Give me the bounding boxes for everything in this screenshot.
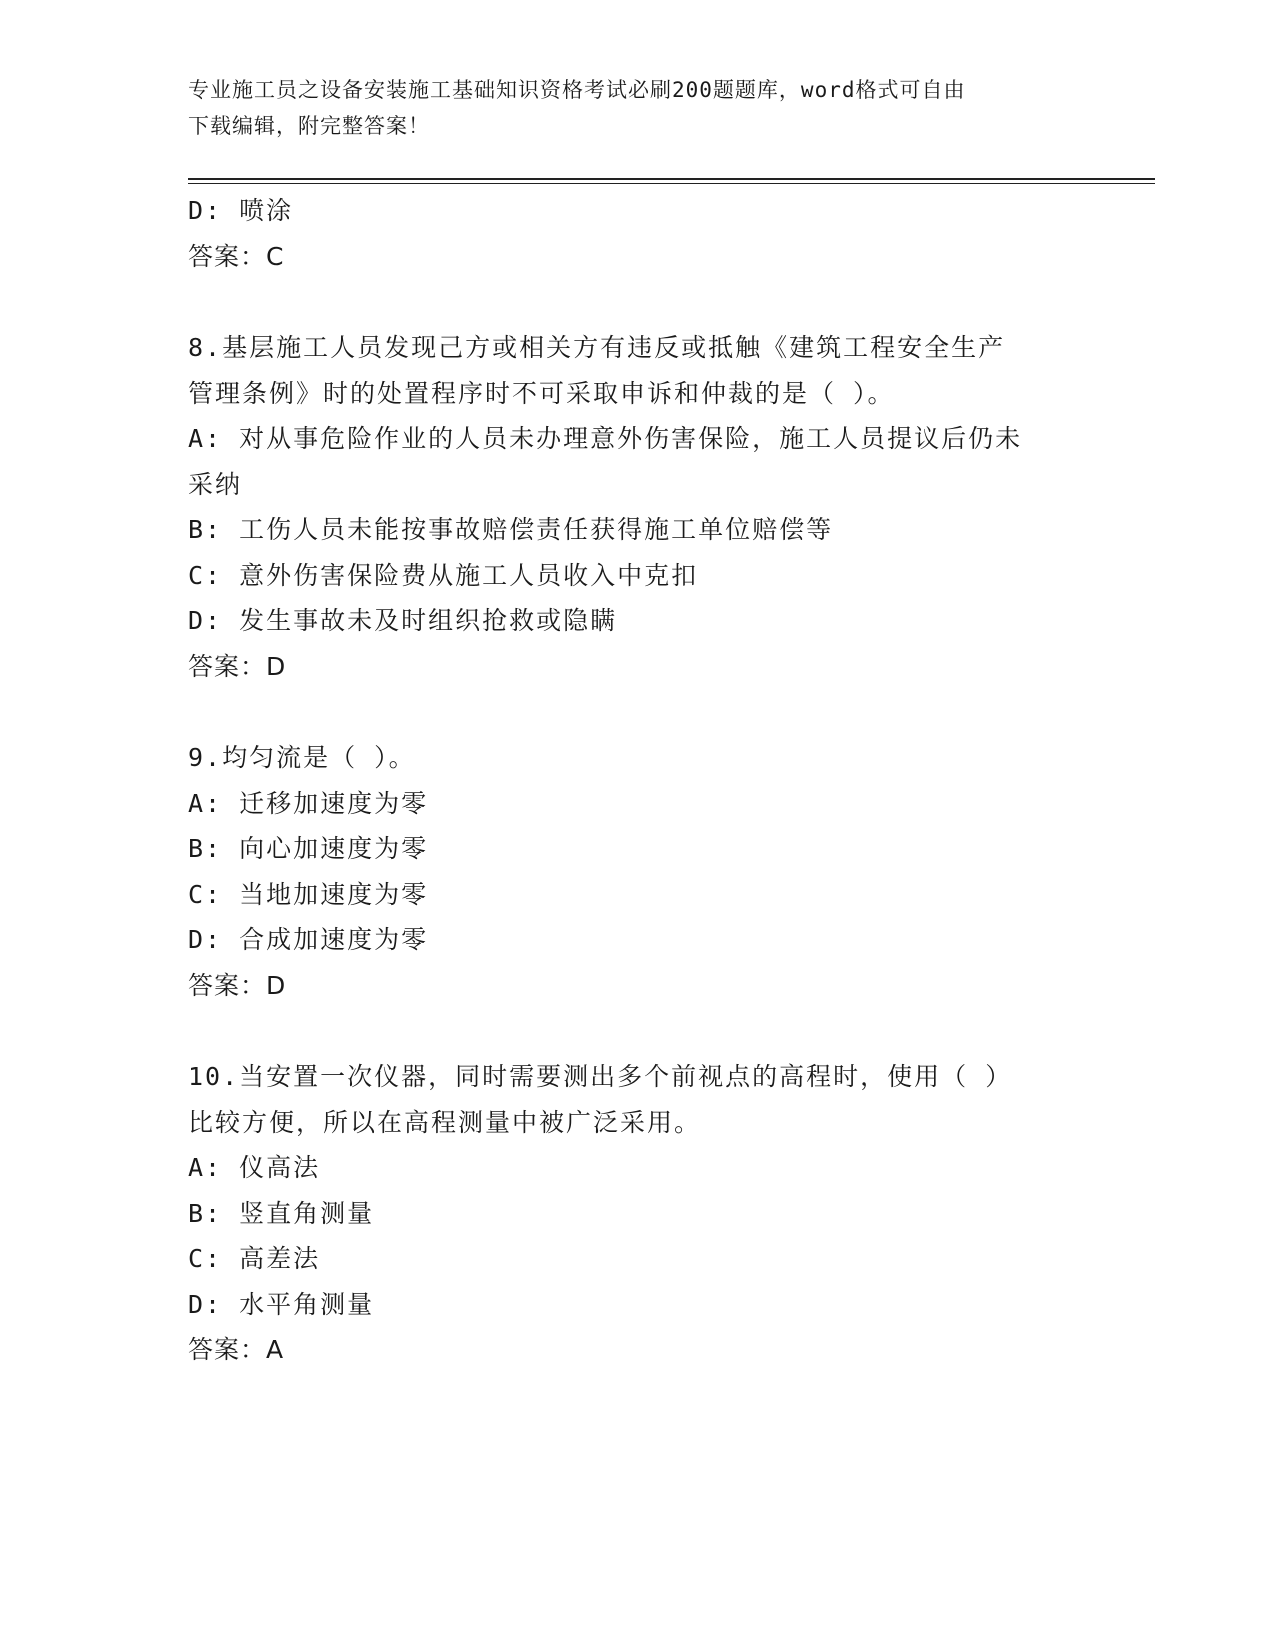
answer-line: 答案：C	[188, 241, 285, 271]
option-d: D: 水平角测量	[188, 1289, 375, 1319]
header-rule-thick	[188, 178, 1155, 180]
option-d: D: 合成加速度为零	[188, 925, 429, 954]
option-d: D: 喷涂	[188, 196, 294, 225]
option-b: B: 竖直角测量	[188, 1198, 375, 1228]
option-a: A: 迁移加速度为零	[188, 788, 429, 818]
question-content	[188, 188, 1088, 1373]
option-d: D: 发生事故未及时组织抢救或隐瞒	[188, 606, 618, 635]
option-a: A: 仪高法	[188, 1153, 321, 1182]
option-a: A: 对从事危险作业的人员未办理意外伤害保险，施工人员提议后仍未	[188, 424, 1023, 453]
option-c: C: 当地加速度为零	[188, 879, 429, 909]
option-b: B: 工伤人员未能按事故赔偿责任获得施工单位赔偿等	[188, 515, 834, 544]
question-8	[188, 325, 1088, 689]
option-c: C: 高差法	[188, 1244, 321, 1273]
header-line-1: 专业施工员之设备安装施工基础知识资格考试必刷200题题库，word格式可自由	[188, 78, 966, 102]
answer-line: 答案：D	[188, 651, 287, 681]
answer-line: 答案：A	[188, 1335, 285, 1364]
spacer	[188, 689, 1088, 735]
document-header	[188, 72, 1088, 144]
previous-question-tail	[188, 188, 1088, 279]
question-10	[188, 1054, 1088, 1373]
question-9	[188, 735, 1088, 1008]
option-c: C: 意外伤害保险费从施工人员收入中克扣	[188, 560, 699, 590]
option-b: B: 向心加速度为零	[188, 834, 429, 863]
answer-line: 答案：D	[188, 970, 287, 1000]
question-stem-line: 9.均匀流是（ ）。	[188, 743, 416, 772]
question-stem-line: 8.基层施工人员发现己方或相关方有违反或抵触《建筑工程安全生产	[188, 333, 1006, 362]
option-a-continued: 采纳	[188, 469, 243, 499]
spacer	[188, 1008, 1088, 1054]
question-stem-line: 管理条例》时的处置程序时不可采取申诉和仲裁的是（ ）。	[188, 378, 895, 408]
header-rule-thin	[188, 183, 1155, 184]
question-stem-line: 比较方便，所以在高程测量中被广泛采用。	[188, 1107, 702, 1137]
spacer	[188, 279, 1088, 325]
question-stem-line: 10.当安置一次仪器，同时需要测出多个前视点的高程时，使用（ ）	[188, 1062, 1013, 1091]
header-line-2: 下载编辑，附完整答案！	[188, 114, 430, 138]
